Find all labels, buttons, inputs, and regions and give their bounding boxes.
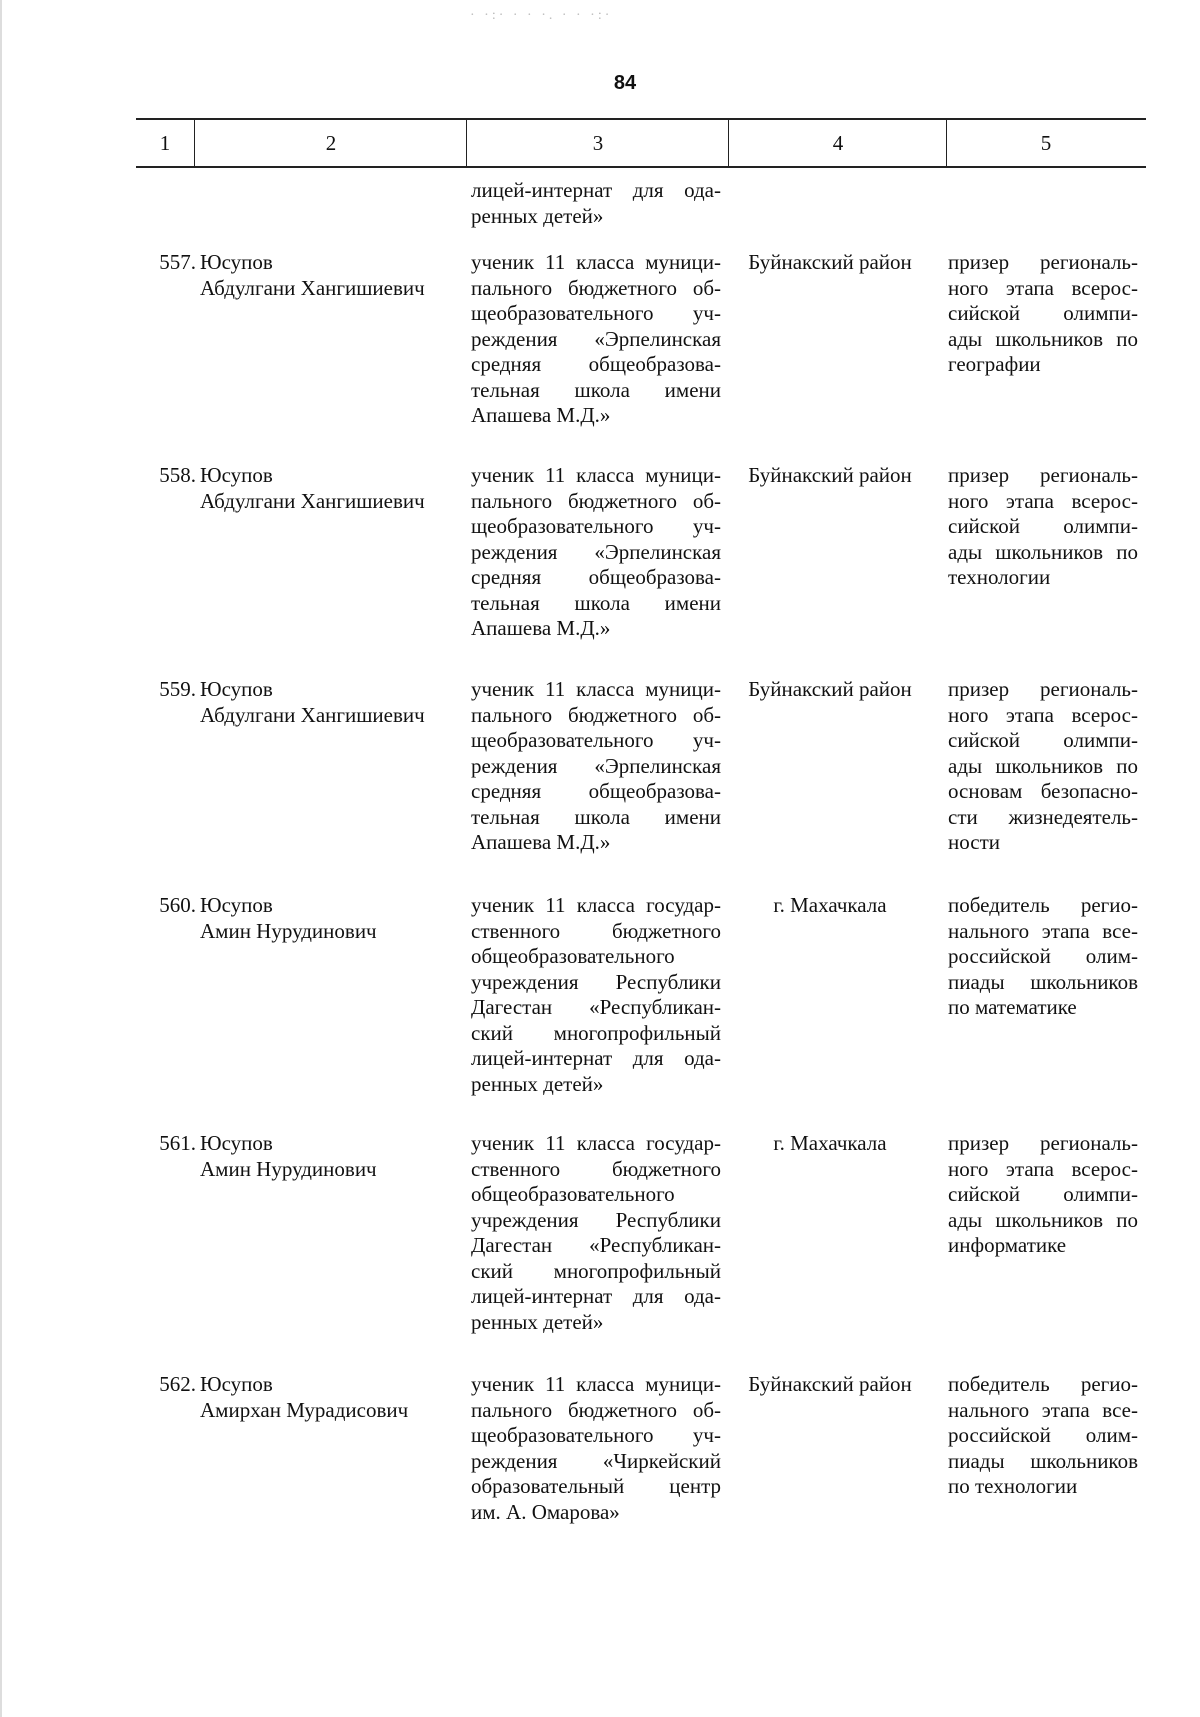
page-number: 84 [613, 72, 637, 94]
text-line: победитель регио- [948, 893, 1138, 917]
header-col-3: 3 [466, 120, 729, 166]
olympiad-result [948, 250, 1138, 378]
text-line: лицей-интернат для ода- [471, 178, 721, 202]
text-line: Апашева М.Д.» [471, 403, 611, 427]
text-line: тельная школа имени [471, 804, 721, 829]
text-line: ученик 11 класса муници- [471, 1372, 721, 1396]
text-line: тельная школа имени [471, 590, 721, 615]
text-line: общеобразовательного [471, 944, 675, 968]
text-line: щеобразовательного уч- [471, 514, 721, 538]
text-line: средняя общеобразова- [471, 565, 721, 589]
text-line: по математике [948, 995, 1077, 1019]
text-line: Юсупов [200, 893, 273, 917]
text-line: образовательный центр [471, 1474, 721, 1498]
text-line: ного этапа всерос- [948, 702, 1138, 727]
row-number: 558. [159, 463, 196, 487]
text-line: им. А. Омарова» [471, 1499, 620, 1524]
text-line: пального бюджетного об- [471, 275, 721, 300]
text-line: призер региональ- [948, 1131, 1138, 1155]
region: Буйнакский район [748, 677, 912, 701]
text-line: сти жизнедеятель- [948, 804, 1138, 829]
row-number: 561. [159, 1131, 196, 1155]
text-line: сийской олимпи- [948, 728, 1138, 752]
person-name [196, 677, 456, 728]
text-line: Апашева М.Д.» [471, 830, 611, 854]
text-line: ады школьников по [948, 326, 1138, 351]
header-col-4: 4 [728, 120, 947, 166]
text-line: Юсупов [200, 677, 273, 701]
person-name [196, 893, 456, 944]
text-line: ученик 11 класса муници- [471, 463, 721, 487]
text-line: нального этапа все- [948, 918, 1138, 943]
olympiad-result [948, 677, 1138, 856]
text-line: ученик 11 класса государ- [471, 893, 721, 917]
text-line: Дагестан «Республикан- [471, 995, 721, 1019]
text-line: учреждения Республики [471, 969, 721, 994]
person-name [196, 250, 456, 301]
text-line: учреждения Республики [471, 1207, 721, 1232]
text-line: ады школьников по [948, 1207, 1138, 1232]
text-line: призер региональ- [948, 463, 1138, 487]
institution [471, 463, 721, 642]
olympiad-result [948, 463, 1138, 591]
table-header [136, 118, 1146, 168]
text-line: пального бюджетного об- [471, 488, 721, 513]
text-line: ности [948, 830, 1000, 854]
text-line: щеобразовательного уч- [471, 1423, 721, 1447]
text-line: Юсупов [200, 1372, 273, 1396]
region: Буйнакский район [748, 1372, 912, 1396]
text-line: Юсупов [200, 250, 273, 274]
text-line: призер региональ- [948, 250, 1138, 274]
text-line: ного этапа всерос- [948, 488, 1138, 513]
text-line: Юсупов [200, 463, 273, 487]
text-line: Амирхан Мурадисович [200, 1397, 409, 1422]
text-line: Амин Нурудинович [200, 918, 377, 943]
continuation-institution [471, 178, 721, 229]
text-line: сийской олимпи- [948, 514, 1138, 538]
region: Буйнакский район [748, 250, 912, 274]
institution [471, 1131, 721, 1335]
text-line: ский многопрофильный [471, 1258, 721, 1283]
text-line: тельная школа имени [471, 377, 721, 402]
institution [471, 893, 721, 1097]
text-line: реждения «Эрпелинская [471, 539, 721, 564]
row-number: 560. [159, 893, 196, 917]
scan-edge [0, 0, 2, 1717]
text-line: технологии [948, 565, 1051, 589]
text-line: Апашева М.Д.» [471, 616, 611, 640]
text-line: ученик 11 класса муници- [471, 250, 721, 274]
person-name [196, 1131, 456, 1182]
row-number: 557. [159, 250, 196, 274]
header-col-5: 5 [946, 120, 1145, 166]
text-line: ады школьников по [948, 539, 1138, 564]
text-line: пиады школьников [948, 969, 1138, 994]
text-line: реждения «Эрпелинская [471, 753, 721, 778]
text-line: ады школьников по [948, 753, 1138, 778]
text-line: средняя общеобразова- [471, 352, 721, 376]
text-line: российской олим- [948, 944, 1138, 968]
text-line: сийской олимпи- [948, 1182, 1138, 1206]
person-name [196, 1372, 456, 1423]
text-line: Дагестан «Республикан- [471, 1233, 721, 1257]
text-line: географии [948, 352, 1041, 376]
text-line: основам безопасно- [948, 779, 1138, 803]
row-number: 559. [159, 677, 196, 701]
header-col-1: 1 [159, 131, 171, 155]
row-number: 562. [159, 1372, 196, 1396]
text-line: ного этапа всерос- [948, 1156, 1138, 1181]
text-line: лицей-интернат для ода- [471, 1046, 721, 1070]
text-line: Юсупов [200, 1131, 273, 1155]
text-line: победитель регио- [948, 1372, 1138, 1396]
scan-artifact: · ·:· · · ·. · · ·:· [470, 8, 613, 23]
olympiad-result [948, 893, 1138, 1021]
olympiad-result [948, 1131, 1138, 1259]
text-line: ного этапа всерос- [948, 275, 1138, 300]
text-line: информатике [948, 1233, 1067, 1257]
text-line: Амин Нурудинович [200, 1156, 377, 1181]
text-line: нального этапа все- [948, 1397, 1138, 1422]
region: Буйнакский район [748, 463, 912, 487]
text-line: ственного бюджетного [471, 918, 721, 943]
region: г. Махачкала [773, 1131, 887, 1155]
text-line: по технологии [948, 1474, 1078, 1498]
text-line: сийской олимпи- [948, 301, 1138, 325]
text-line: щеобразовательного уч- [471, 728, 721, 752]
institution [471, 1372, 721, 1525]
person-name [196, 463, 456, 514]
text-line: Абдулгани Хангишиевич [200, 275, 425, 300]
text-line: ский многопрофильный [471, 1020, 721, 1045]
text-line: призер региональ- [948, 677, 1138, 701]
text-line: щеобразовательного уч- [471, 301, 721, 325]
text-line: ственного бюджетного [471, 1156, 721, 1181]
text-line: общеобразовательного [471, 1182, 675, 1206]
text-line: ренных детей» [471, 1071, 604, 1096]
text-line: пального бюджетного об- [471, 1397, 721, 1422]
text-line: ученик 11 класса государ- [471, 1131, 721, 1155]
text-line: пиады школьников [948, 1448, 1138, 1473]
institution [471, 677, 721, 856]
text-line: российской олим- [948, 1423, 1138, 1447]
text-line: реждения «Эрпелинская [471, 326, 721, 351]
text-line: пального бюджетного об- [471, 702, 721, 727]
olympiad-result [948, 1372, 1138, 1500]
text-line: ренных детей» [471, 203, 604, 228]
header-col-2: 2 [194, 120, 467, 166]
text-line: Абдулгани Хангишиевич [200, 488, 425, 513]
text-line: средняя общеобразова- [471, 779, 721, 803]
text-line: реждения «Чиркейский [471, 1448, 721, 1473]
text-line: лицей-интернат для ода- [471, 1284, 721, 1308]
text-line: Абдулгани Хангишиевич [200, 702, 425, 727]
institution [471, 250, 721, 429]
region: г. Махачкала [773, 893, 887, 917]
text-line: ученик 11 класса муници- [471, 677, 721, 701]
text-line: ренных детей» [471, 1309, 604, 1334]
